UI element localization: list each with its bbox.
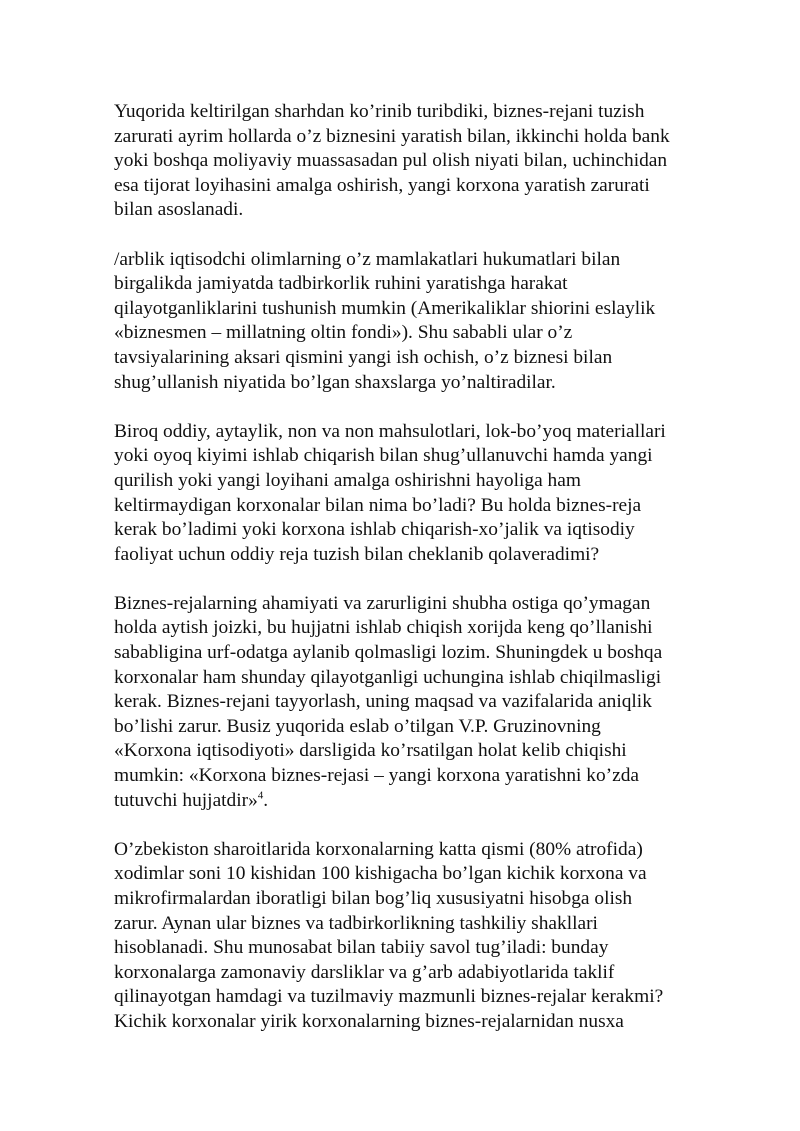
text-line: qurilish yoki yangi loyihani amalga oshirishni hayoliga ham xyxy=(114,469,581,491)
text-line: bilan asoslanadi. xyxy=(114,199,244,221)
text-line: kerak. Biznes-rejani tayyorlash, uning maqsad va vazifalarida aniqlik xyxy=(114,691,652,713)
text-line: mumkin: «Korxona biznes-rejasi – yangi korxona yaratishni ko’zda xyxy=(114,765,640,787)
footnote-mark: 4 xyxy=(257,789,264,802)
text-line: korxonalar ham shunday qilayotganligi uchungina ishlab chiqilmasligi xyxy=(114,666,662,688)
paragraph-3 xyxy=(114,420,754,568)
text-line: zarurati ayrim hollarda o’z biznesini yaratish bilan, ikkinchi holda bank xyxy=(114,125,670,147)
text-line: faoliyat uchun oddiy reja tuzish bilan cheklanib qolaveradimi? xyxy=(114,543,600,565)
text-line: yoki oyoq kiyimi ishlab chiqarish bilan shug’ullanuvchi hamda yangi xyxy=(114,445,653,467)
text-line: tutuvchi hujjatdir» xyxy=(114,789,258,811)
text-line: tavsiyalarining aksari qismini yangi ish ochish, o’z biznesi bilan xyxy=(114,346,613,368)
text-line: holda aytish joizki, bu hujjatni ishlab chiqish xorijda keng qo’llanishi xyxy=(114,617,653,639)
document-body xyxy=(114,100,754,1059)
text-line: «biznesmen – millatning oltin fondi»). Shu sababli ular o’z xyxy=(114,322,573,344)
text-line: qilayotganliklarini tushunish mumkin (Amerikaliklar shiorini eslaylik xyxy=(114,297,656,319)
text-line: kerak bo’ladimi yoki korxona ishlab chiqarish-xo’jalik va iqtisodiy xyxy=(114,519,635,541)
text-line: zarur. Aynan ular biznes va tadbirkorlikning tashkiliy shakllari xyxy=(114,912,598,934)
text-line: xodimlar soni 10 kishidan 100 kishigacha bo’lgan kichik korxona va xyxy=(114,863,647,885)
text-line: Kichik korxonalar yirik korxonalarning biznes-rejalarnidan nusxa xyxy=(114,1010,624,1032)
text-line: mikrofirmalardan iboratligi bilan bog’liq xususiyatni hisobga olish xyxy=(114,888,633,909)
text-line: yoki boshqa moliyaviy muassasadan pul olish niyati bilan, uchinchidan xyxy=(114,150,668,172)
paragraph-4 xyxy=(114,592,754,813)
paragraph-2 xyxy=(114,248,754,396)
paragraph-5 xyxy=(114,838,754,1035)
text-line: keltirmaydigan korxonalar bilan nima bo’ladi? Bu holda biznes-reja xyxy=(114,494,642,516)
text-line: Biroq oddiy, aytaylik, non va non mahsulotlari, lok-bo’yoq materiallari xyxy=(114,420,666,442)
text-line: korxonalarga zamonaviy darsliklar va g’arb adabiyotlarida taklif xyxy=(114,961,615,983)
text-line: sababligina urf-odatga aylanib qolmasligi lozim. Shuningdek u boshqa xyxy=(114,642,663,664)
text-line: bo’lishi zarur. Busiz yuqorida eslab o’tilgan V.P. Gruzinovning xyxy=(114,715,601,737)
text-line: «Korxona iqtisodiyoti» darsligida ko’rsatilgan holat kelib chiqishi xyxy=(114,740,627,762)
text-line: qilinayotgan hamdagi va tuzilmaviy mazmunli biznes-rejalar kerakmi? xyxy=(114,986,664,1008)
text-line: esa tijorat loyihasini amalga oshirish, yangi korxona yaratish zarurati xyxy=(114,174,650,196)
text-line: /arblik iqtisodchi olimlarning o’z mamlakatlari hukumatlari bilan xyxy=(114,248,621,270)
paragraph-1 xyxy=(114,100,754,223)
text-line: O’zbekiston sharoitlarida korxonalarning katta qismi (80% atrofida) xyxy=(114,838,643,860)
text-line: shug’ullanish niyatida bo’lgan shaxslarga yo’naltiradilar. xyxy=(114,371,556,393)
text-line: Yuqorida keltirilgan sharhdan ko’rinib turibdiki, biznes-rejani tuzish xyxy=(114,101,645,122)
text-line-with-footnote xyxy=(114,789,754,814)
sentence-end: . xyxy=(263,789,269,811)
text-line: birgalikda jamiyatda tadbirkorlik ruhini yaratishga harakat xyxy=(114,273,568,295)
text-line: Biznes-rejalarning ahamiyati va zarurligini shubha ostiga qo’ymagan xyxy=(114,592,651,614)
text-line: hisoblanadi. Shu munosabat bilan tabiiy savol tug’iladi: bunday xyxy=(114,937,609,959)
